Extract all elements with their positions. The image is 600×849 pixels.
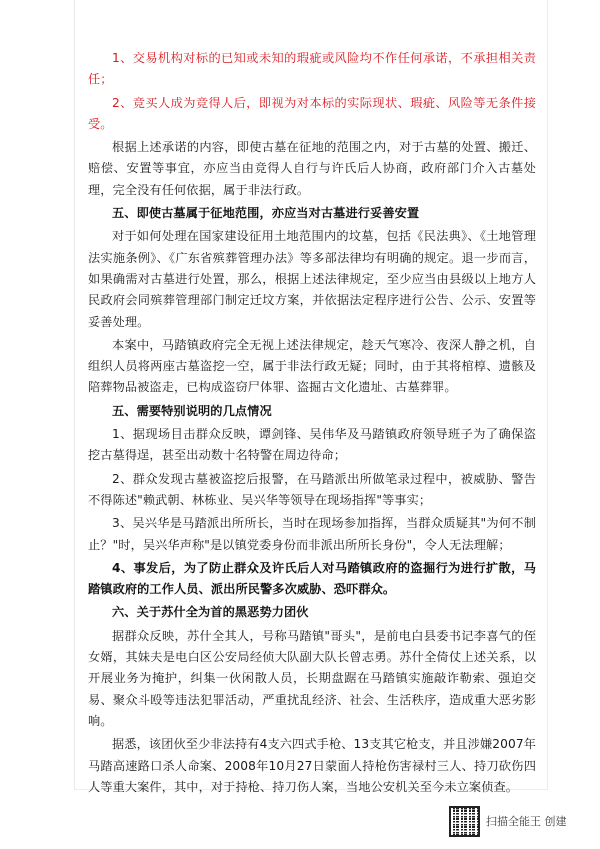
section-heading-five-b: 五、需要特别说明的几点情况 [112,403,272,418]
scan-edge-right [547,0,548,790]
paragraph-body-2: 对于如何处理在国家建设征用土地范围内的坟墓，包括《民法典》、《土地管理法实施条例》、《广东省殡葬管理办法》等多部法律均有明确的规定。退一步而言，如果确需对古墓进行处置，那么，根据上述法律规定，至少应当由县级以上地方人民政府会同殡葬管理部门制定迁坟方案，并依据法定程序进行公告、公示、安置等妥善处理。 [88,229,536,329]
paragraph-list-item-2: 2、群众发现古墓被盗挖后报警，在马踏派出所做笔录过程中，被威胁、警告不得陈述"赖武朝、林栋业、吴兴华等领导在现场指挥"等事实； [88,471,536,507]
section-heading-six: 六、关于苏什全为首的黑恶势力团伙 [112,605,309,620]
scanner-watermark [449,803,589,839]
paragraph-list-item-3: 3、吴兴华是马踏派出所所长，当时在现场参加指挥，当群众质疑其"为何不制止？"时，吴兴华声称"是以镇党委身份而非派出所所长身份"，令人无法理解； [88,516,536,552]
section-heading-five-a: 五、即使古墓属于征地范围，亦应当对古墓进行妥善安置 [112,206,420,221]
paragraph-body-3: 本案中，马踏镇政府完全无视上述法律规定，趁天气寒冷、夜深人静之机，自组织人员将两座古墓盗挖一空，属于非法行政无疑；同时，由于其将棺椁、遗骸及陪葬物品被盗走，已构成盗窃尸体罪、盗掘古文化遗址、古墓葬罪。 [88,337,536,395]
paragraph-body-5: 据悉，该团伙至少非法持有4支六四式手枪、13支其它枪支，并且涉嫌2007年马踏高速路口杀人命案、2008年10月27日蒙面人持枪伤害禄村三人、持刀砍伤四人等重大案件，其中，对于持枪、持刀伤人案，当地公安机关至今未立案侦查。 [88,737,536,794]
scan-edge-left [74,0,75,790]
qr-code-icon [449,806,480,837]
watermark-label: 扫描全能王 创建 [486,815,567,828]
document-body [88,48,536,800]
paragraph-body-1: 根据上述承诺的内容，即使古墓在征地的范围之内，对于古墓的处置、搬迁、赔偿、安置等事宜，亦应当由竞得人自行与许氏后人协商，政府部门介入古墓处理，完全没有任何依据，属于非法行政。 [88,140,536,197]
paragraph-red-item-2: 2、竞买人成为竞得人后，即视为对本标的实际现状、瑕疵、风险等无条件接受。 [88,95,536,131]
paragraph-list-item-4: 4、事发后，为了防止群众及许氏后人对马踏镇政府的盗掘行为进行扩散，马踏镇政府的工作人员、派出所民警多次威胁、恐吓群众。 [88,560,536,597]
paragraph-body-4: 据群众反映，苏什全其人，号称马踏镇"哥头"，是前电白县委书记李喜气的侄女婿，其妹夫是电白区公安局经侦大队副大队长曾志勇。苏什全倚仗上述关系，以开展业务为掩护，纠集一伙闲散人员，长期盘踞在马踏镇实施敲诈勒索、强迫交易、聚众斗殴等违法犯罪活动，严重扰乱经济、社会、生活秩序，造成重大恶劣影响。 [88,628,536,728]
paragraph-red-item-1: 1、交易机构对标的已知或未知的瑕疵或风险均不作任何承诺，不承担相关责任； [88,51,536,87]
paragraph-list-item-1: 1、据现场目击群众反映，谭剑锋、吴伟华及马踏镇政府领导班子为了确保盗挖古墓得逞，甚至出动数十名特警在周边待命； [88,427,536,463]
